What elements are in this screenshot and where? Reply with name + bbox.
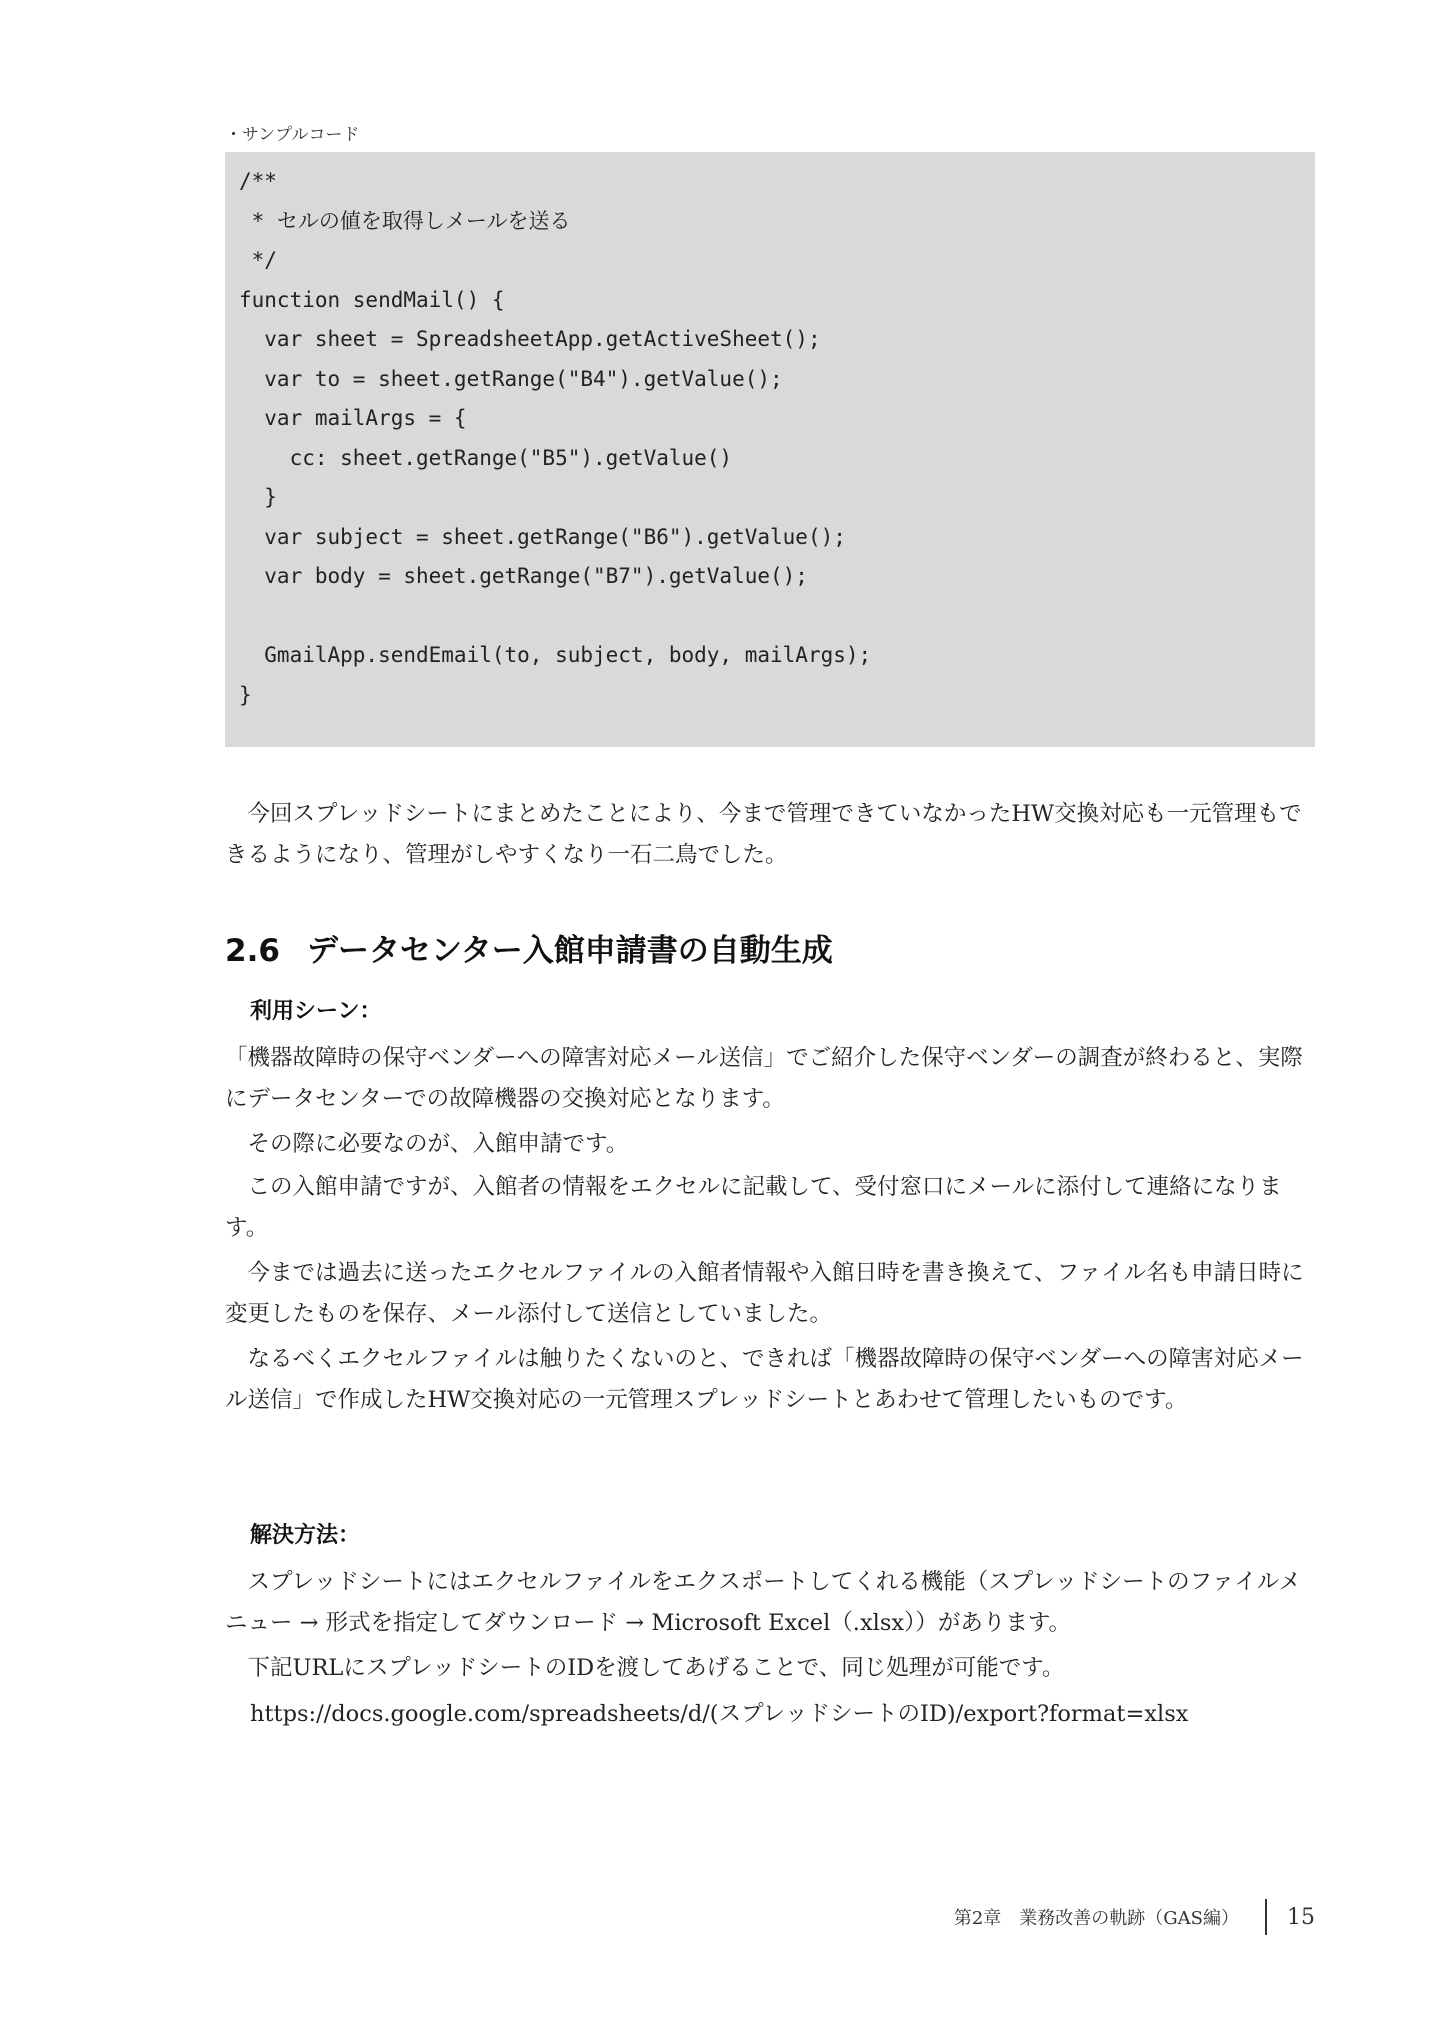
code-line: [239, 597, 1301, 637]
code-block: [225, 152, 1315, 747]
solution-heading: 解決方法：: [250, 1523, 361, 1548]
code-line: var subject = sheet.getRange("B6").getValue();: [239, 524, 846, 549]
section-number: 2.6: [225, 933, 280, 969]
export-url: https://docs.google.com/spreadsheets/d/(スプレッドシートのID)/export?format=xlsx: [250, 1701, 1189, 1727]
document-page: [225, 0, 1315, 2024]
footer-divider: [1265, 1899, 1267, 1935]
code-line: */: [239, 248, 277, 272]
usage-paragraph: なるべくエクセルファイルは触りたくないのと、できれば「機器故障時の保守ベンダーへの障害対応メール送信」で作成したHW交換対応の一元管理スプレッドシートとあわせて管理したいものです。: [225, 1346, 1304, 1413]
page-footer: [954, 1899, 1315, 1935]
usage-paragraph: その際に必要なのが、入館申請です。: [247, 1131, 629, 1157]
code-line: var sheet = SpreadsheetApp.getActiveSheet();: [239, 327, 821, 351]
usage-heading: 利用シーン：: [250, 999, 382, 1024]
section-heading: [225, 925, 833, 970]
code-line: GmailApp.sendEmail(to, subject, body, mailArgs);: [239, 643, 872, 667]
sample-code-label: ・サンプルコード: [225, 125, 360, 145]
code-line: * セルの値を取得しメールを送る: [239, 208, 571, 233]
usage-paragraph: この入館申請ですが、入館者の情報をエクセルに記載して、受付窓口にメールに添付して連絡になります。: [225, 1174, 1282, 1241]
usage-paragraph: 「機器故障時の保守ベンダーへの障害対応メール送信」でご紹介した保守ベンダーの調査が終わると、実際にデータセンターでの故障機器の交換対応となります。: [225, 1045, 1303, 1112]
solution-paragraph: スプレッドシートにはエクセルファイルをエクスポートしてくれる機能（スプレッドシートのファイルメニュー → 形式を指定してダウンロード → Microsoft Excel（.xlsx））があります。: [225, 1569, 1301, 1636]
code-line: /**: [239, 169, 277, 193]
code-line: }: [239, 485, 277, 509]
code-line: function sendMail() {: [239, 287, 505, 312]
section-title: データセンター入館申請書の自動生成: [307, 933, 833, 969]
usage-paragraph: 今までは過去に送ったエクセルファイルの入館者情報や入館日時を書き換えて、ファイル名も申請日時に変更したものを保存、メール添付して送信としていました。: [225, 1260, 1304, 1327]
code-line: var to = sheet.getRange("B4").getValue();: [239, 366, 783, 391]
page-number: 15: [1287, 1904, 1315, 1930]
chapter-title: 第2章 業務改善の軌跡（GAS編）: [953, 1908, 1239, 1929]
code-line: }: [239, 682, 252, 707]
code-line: var mailArgs = {: [239, 406, 467, 430]
intro-paragraph: 今回スプレッドシートにまとめたことにより、今まで管理できていなかったHW交換対応も一元管理もできるようになり、管理がしやすくなり一石二鳥でした。: [225, 801, 1302, 868]
solution-paragraph: 下記URLにスプレッドシートのIDを渡してあげることで、同じ処理が可能です。: [247, 1655, 1065, 1681]
code-line: cc: sheet.getRange("B5").getValue(): [239, 445, 733, 470]
code-line: var body = sheet.getRange("B7").getValue();: [239, 564, 808, 588]
